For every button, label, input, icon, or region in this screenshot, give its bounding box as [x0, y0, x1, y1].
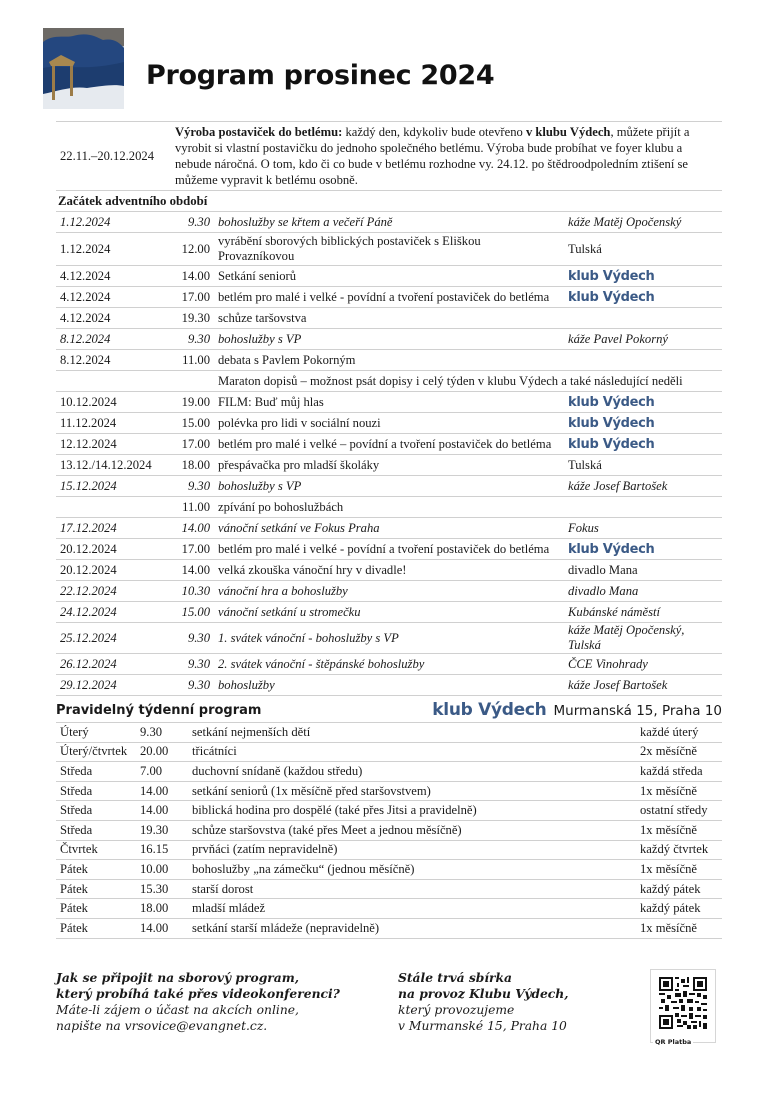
event-date: 24.12.2024	[56, 602, 173, 623]
online-heading-line-2: který probíhá také přes videokonferenci?	[56, 986, 340, 1001]
weekly-program-title: Pravidelný týdenní program	[56, 703, 262, 718]
event-row	[56, 455, 722, 476]
event-place: káže Pavel Pokorný	[560, 329, 722, 350]
event-time: 9.30	[173, 654, 216, 675]
event-row	[56, 308, 722, 329]
event-description: zpívání po bohoslužbách	[216, 497, 560, 518]
weekly-day: Čtvrtek	[56, 840, 138, 860]
event-row	[56, 350, 722, 371]
event-description: Setkání seniorů	[216, 266, 560, 287]
event-row	[56, 266, 722, 287]
event-place: Tulská	[560, 233, 722, 266]
weekly-time: 10.00	[138, 860, 190, 880]
weekly-time: 9.30	[138, 723, 190, 743]
weekly-day: Středa	[56, 820, 138, 840]
klub-vydech-logo: klub Výdech	[568, 268, 655, 284]
event-place: Fokus	[560, 518, 722, 539]
event-row	[56, 602, 722, 623]
weekly-day: Pátek	[56, 899, 138, 919]
page-title: Program prosinec 2024	[146, 60, 495, 91]
klub-vydech-logo: klub Výdech	[432, 700, 547, 720]
event-row	[56, 581, 722, 602]
weekly-day: Středa	[56, 801, 138, 821]
event-place	[560, 497, 722, 518]
weekly-time: 14.00	[138, 781, 190, 801]
event-date: 1.12.2024	[56, 212, 173, 233]
event-description: schůze taršovstva	[216, 308, 560, 329]
weekly-row	[56, 762, 722, 782]
weekly-frequency: 1x měsíčně	[638, 781, 722, 801]
event-description: betlém pro malé i velké – povídní a tvoření postaviček do betléma	[216, 434, 560, 455]
event-place	[560, 287, 722, 308]
online-text-line-2: napište na vrsovice@evangnet.cz.	[56, 1019, 268, 1033]
event-time: 19.00	[173, 392, 216, 413]
event-description: bohoslužby s VP	[216, 476, 560, 497]
event-time: 14.00	[173, 266, 216, 287]
event-date: 10.12.2024	[56, 392, 173, 413]
event-date: 13.12./14.12.2024	[56, 455, 173, 476]
weekly-row	[56, 723, 722, 743]
event-place	[560, 392, 722, 413]
weekly-description: třicátníci	[190, 742, 638, 762]
weekly-time: 20.00	[138, 742, 190, 762]
weekly-row	[56, 918, 722, 938]
weekly-frequency: 1x měsíčně	[638, 860, 722, 880]
online-heading-line-1: Jak se připojit na sborový program,	[56, 970, 300, 985]
event-time: 19.30	[173, 308, 216, 329]
event-row	[56, 539, 722, 560]
weekly-description: prvňáci (zatím nepravidelně)	[190, 840, 638, 860]
event-place	[560, 308, 722, 329]
event-row	[56, 675, 722, 696]
event-description: polévka pro lidi v sociální nouzi	[216, 413, 560, 434]
weekly-description: setkání starší mládeže (nepravidelně)	[190, 918, 638, 938]
december-program-table	[56, 121, 722, 696]
intro-bold-mid: v klubu Výdech	[525, 125, 611, 139]
event-place: Kubánské náměstí	[560, 602, 722, 623]
weekly-time: 16.15	[138, 840, 190, 860]
event-date: 4.12.2024	[56, 308, 173, 329]
weekly-description: mladší mládež	[190, 899, 638, 919]
event-description: vánoční setkání u stromečku	[216, 602, 560, 623]
weekly-time: 14.00	[138, 801, 190, 821]
event-row	[56, 413, 722, 434]
weekly-description: setkání seniorů (1x měsíčně před staršovstvem)	[190, 781, 638, 801]
weekly-location	[432, 700, 722, 720]
weekly-description: starší dorost	[190, 879, 638, 899]
collection-heading-line-1: Stále trvá sbírka	[398, 970, 513, 985]
event-row	[56, 392, 722, 413]
event-place	[560, 434, 722, 455]
event-description: přespávačka pro mladší školáky	[216, 455, 560, 476]
weekly-description: schůze staršovstva (také přes Meet a jednou měsíčně)	[190, 820, 638, 840]
weekly-time: 15.30	[138, 879, 190, 899]
intro-bold-lead: Výroba postaviček do betlému:	[175, 125, 343, 139]
collection-text-line-1: který provozujeme	[398, 1003, 515, 1017]
qr-code-icon	[659, 977, 707, 1029]
event-date: 11.12.2024	[56, 413, 173, 434]
weekly-row	[56, 879, 722, 899]
event-date: 1.12.2024	[56, 233, 173, 266]
online-text-line-1: Máte-li zájem o účast na akcích online,	[56, 1003, 299, 1017]
event-time: 14.00	[173, 518, 216, 539]
event-place: káže Matěj Opočenský	[560, 212, 722, 233]
qr-label: QR Platba	[655, 1038, 692, 1046]
event-time	[173, 371, 216, 392]
weekly-frequency: každý pátek	[638, 879, 722, 899]
event-row	[56, 476, 722, 497]
qr-payment-code[interactable]	[650, 969, 716, 1046]
klub-vydech-logo: klub Výdech	[568, 541, 655, 557]
event-date: 22.12.2024	[56, 581, 173, 602]
event-time: 11.00	[173, 350, 216, 371]
event-date: 20.12.2024	[56, 560, 173, 581]
weekly-row	[56, 899, 722, 919]
online-info	[56, 970, 340, 1034]
event-row	[56, 212, 722, 233]
event-description: 1. svátek vánoční - bohoslužby s VP	[216, 623, 560, 654]
event-place	[560, 350, 722, 371]
event-place: káže Josef Bartošek	[560, 476, 722, 497]
section-label: Začátek adventního období	[56, 191, 722, 212]
event-time: 17.00	[173, 434, 216, 455]
weekly-description: duchovní snídaně (každou středu)	[190, 762, 638, 782]
event-row	[56, 329, 722, 350]
event-time: 9.30	[173, 212, 216, 233]
weekly-time: 14.00	[138, 918, 190, 938]
weekly-day: Úterý	[56, 723, 138, 743]
weekly-description: setkání nejmenších dětí	[190, 723, 638, 743]
event-date	[56, 371, 173, 392]
event-time: 17.00	[173, 287, 216, 308]
klub-vydech-logo: klub Výdech	[568, 289, 655, 305]
weekly-day: Pátek	[56, 879, 138, 899]
event-time: 12.00	[173, 233, 216, 266]
intro-description	[173, 122, 722, 191]
event-description: debata s Pavlem Pokorným	[216, 350, 560, 371]
collection-text-line-2: v Murmanské 15, Praha 10	[398, 1019, 567, 1033]
event-place: ČCE Vinohrady	[560, 654, 722, 675]
event-date: 15.12.2024	[56, 476, 173, 497]
weekly-description: biblická hodina pro dospělé (také přes Jitsi a pravidelně)	[190, 801, 638, 821]
event-description: betlém pro malé i velké - povídní a tvoření postaviček do betléma	[216, 539, 560, 560]
event-row	[56, 623, 722, 654]
event-time: 11.00	[173, 497, 216, 518]
weekly-row	[56, 781, 722, 801]
event-row	[56, 518, 722, 539]
event-place	[560, 413, 722, 434]
weekly-day: Pátek	[56, 918, 138, 938]
weekly-time: 18.00	[138, 899, 190, 919]
weekly-row	[56, 860, 722, 880]
event-place: divadlo Mana	[560, 581, 722, 602]
event-time: 15.00	[173, 602, 216, 623]
collection-heading-line-2: na provoz Klubu Výdech,	[398, 986, 569, 1001]
event-time: 18.00	[173, 455, 216, 476]
weekly-description: bohoslužby „na zámečku“ (jednou měsíčně)	[190, 860, 638, 880]
event-description: vánoční hra a bohoslužby	[216, 581, 560, 602]
event-row	[56, 233, 722, 266]
event-date: 25.12.2024	[56, 623, 173, 654]
weekly-day: Středa	[56, 762, 138, 782]
weekly-program-table	[56, 722, 722, 939]
event-description: bohoslužby se křtem a večeří Páně	[216, 212, 560, 233]
event-description: vyrábění sborových biblických postaviček s Eliškou Provazníkovou	[216, 233, 560, 266]
weekly-frequency: každý čtvrtek	[638, 840, 722, 860]
event-row	[56, 434, 722, 455]
weekly-frequency: 1x měsíčně	[638, 918, 722, 938]
event-description: 2. svátek vánoční - štěpánské bohoslužby	[216, 654, 560, 675]
event-date: 20.12.2024	[56, 539, 173, 560]
event-place: káže Matěj Opočenský, Tulská	[560, 623, 722, 654]
event-place: divadlo Mana	[560, 560, 722, 581]
event-row	[56, 287, 722, 308]
event-row	[56, 497, 722, 518]
event-date: 4.12.2024	[56, 287, 173, 308]
event-time: 17.00	[173, 539, 216, 560]
weekly-day: Úterý/čtvrtek	[56, 742, 138, 762]
collection-info	[398, 970, 569, 1034]
intro-date: 22.11.–20.12.2024	[56, 122, 173, 191]
weekly-frequency: každá středa	[638, 762, 722, 782]
weekly-day: Středa	[56, 781, 138, 801]
event-time: 9.30	[173, 675, 216, 696]
nativity-scene-image	[43, 28, 124, 109]
weekly-time: 7.00	[138, 762, 190, 782]
event-description: velká zkouška vánoční hry v divadle!	[216, 560, 560, 581]
section-advent-start	[56, 191, 722, 212]
event-description: Maraton dopisů – možnost psát dopisy i celý týden v klubu Výdech a také následující neděli	[216, 371, 722, 392]
event-time: 9.30	[173, 623, 216, 654]
weekly-row	[56, 742, 722, 762]
event-description: FILM: Buď můj hlas	[216, 392, 560, 413]
intro-text-2: , můžete přijít a vyrobit si vlastní postavičku do jednoho společného betlému. Výroba bude probíhat ve foyer klubu a nebude náročná. O tom, kdo či co bude v betlému rozhodne vy. 24.12. po štědroodpoledním ztišení se můžeme vypravit k betlému osobně.	[175, 125, 690, 187]
weekly-day: Pátek	[56, 860, 138, 880]
event-date: 4.12.2024	[56, 266, 173, 287]
weekly-row	[56, 840, 722, 860]
event-place: Tulská	[560, 455, 722, 476]
event-place	[560, 539, 722, 560]
klub-vydech-logo: klub Výdech	[568, 415, 655, 431]
weekly-address: Murmanská 15, Praha 10	[553, 703, 722, 719]
weekly-time: 19.30	[138, 820, 190, 840]
weekly-frequency: ostatní středy	[638, 801, 722, 821]
event-date: 8.12.2024	[56, 329, 173, 350]
event-date: 12.12.2024	[56, 434, 173, 455]
weekly-program-header	[56, 700, 722, 722]
weekly-frequency: každé úterý	[638, 723, 722, 743]
weekly-row	[56, 820, 722, 840]
intro-row	[56, 122, 722, 191]
weekly-frequency: 2x měsíčně	[638, 742, 722, 762]
event-place	[560, 266, 722, 287]
event-time: 14.00	[173, 560, 216, 581]
weekly-frequency: 1x měsíčně	[638, 820, 722, 840]
weekly-row	[56, 801, 722, 821]
weekly-frequency: každý pátek	[638, 899, 722, 919]
klub-vydech-logo: klub Výdech	[568, 436, 655, 452]
event-description: bohoslužby s VP	[216, 329, 560, 350]
event-description: bohoslužby	[216, 675, 560, 696]
event-date: 17.12.2024	[56, 518, 173, 539]
intro-text-1: každý den, kdykoliv bude otevřeno	[342, 125, 526, 139]
header-image	[43, 28, 124, 109]
event-time: 9.30	[173, 329, 216, 350]
event-description: vánoční setkání ve Fokus Praha	[216, 518, 560, 539]
event-time: 15.00	[173, 413, 216, 434]
event-date: 8.12.2024	[56, 350, 173, 371]
event-place: káže Josef Bartošek	[560, 675, 722, 696]
event-row	[56, 371, 722, 392]
event-date	[56, 497, 173, 518]
event-row	[56, 654, 722, 675]
event-row	[56, 560, 722, 581]
event-time: 10.30	[173, 581, 216, 602]
event-date: 26.12.2024	[56, 654, 173, 675]
klub-vydech-logo: klub Výdech	[568, 394, 655, 410]
event-date: 29.12.2024	[56, 675, 173, 696]
event-description: betlém pro malé i velké - povídní a tvoření postaviček do betléma	[216, 287, 560, 308]
event-time: 9.30	[173, 476, 216, 497]
